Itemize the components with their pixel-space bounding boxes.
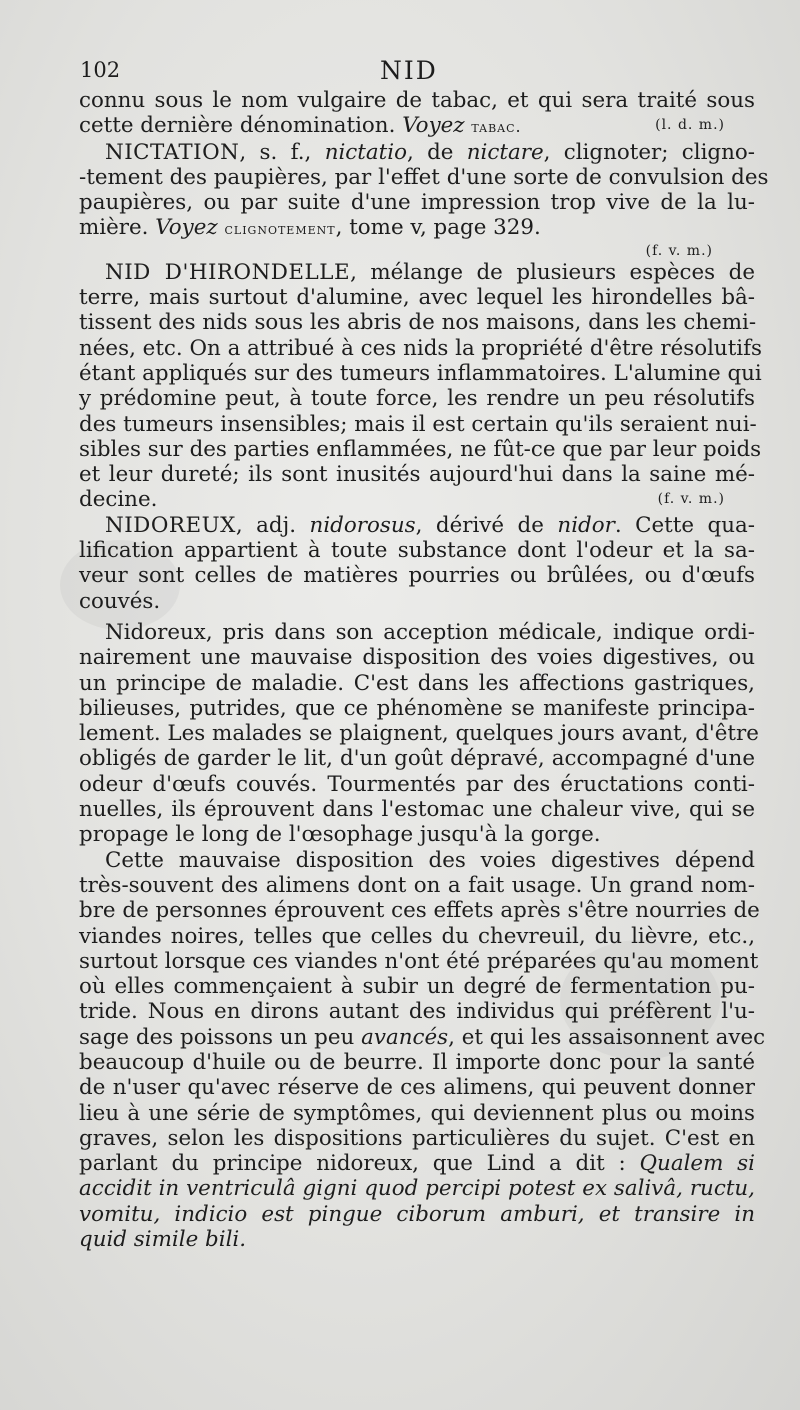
text-fragment: , clignoter; cligno- [543, 139, 755, 165]
running-head [80, 58, 755, 88]
latin-quotation: Qualem si [639, 1151, 755, 1177]
text-line [79, 1151, 755, 1176]
text-line: couvés. [79, 588, 161, 614]
text-line [79, 1024, 766, 1050]
text-fragment: , dérivé de [415, 512, 544, 538]
text-line: lieu à une série de symptômes, qui deviennent plus ou moins [79, 1100, 755, 1126]
cross-reference: Voyez [155, 215, 218, 241]
running-headword: NID [380, 56, 438, 85]
entry-headword: NIDOREUX [105, 512, 236, 538]
entry-headword: NID D'HIRONDELLE [105, 259, 351, 285]
entry-line [79, 140, 755, 165]
text-fragment: sage des poissons un peu [79, 1024, 355, 1050]
text-fragment: mière. [79, 215, 149, 241]
text-line: terre, mais surtout d'alumine, avec lequel les hirondelles bâ- [79, 285, 755, 311]
latin-quotation-line [79, 1227, 755, 1252]
text-line: tride. Nous en dirons autant des individus qui préfèrent l'u- [79, 999, 755, 1025]
page-number: 102 [80, 58, 121, 82]
cross-reference-target: clignotement [224, 219, 336, 239]
text-line: propage le long de l'œsophage jusqu'à la gorge. [79, 822, 601, 848]
text-line: un principe de maladie. C'est dans les affections gastriques, [79, 670, 755, 696]
text-line: des tumeurs insensibles; mais il est certain qu'ils seraient nui- [79, 411, 757, 437]
text-fragment: , mélange de plusieurs espèces de [350, 259, 755, 285]
latin-term: nictatio [324, 139, 407, 165]
text-line: étant appliqués sur des tumeurs inflammatoires. L'alumine qui [79, 360, 762, 386]
text-line: surtout lorsque ces viandes n'ont été préparées qu'au moment [79, 948, 759, 974]
text-fragment: , de [406, 139, 454, 165]
text-line: veur sont celles de matières pourries ou brûlées, ou d'œufs [79, 563, 755, 589]
text-fragment: decine. [79, 487, 158, 513]
latin-term: nidorosus [309, 512, 416, 538]
text-fragment: , adj. [235, 512, 297, 538]
emphasis: avancés [361, 1024, 449, 1050]
cross-reference: Voyez [402, 113, 465, 139]
text-line: y prédomine peut, à toute force, les rendre un peu résolutifs [79, 386, 755, 412]
text-line: nairement une mauvaise disposition des voies digestives, ou [79, 645, 755, 671]
latin-quotation: quid simile bili. [79, 1227, 247, 1253]
text-line: odeur d'œufs couvés. Tourmentés par des éructations conti- [79, 771, 755, 797]
text-line: très-souvent des alimens dont on a fait usage. Un grand nom- [79, 872, 755, 898]
latin-term: nidor [557, 512, 615, 538]
text-line: nées, etc. On a attribué à ces nids la propriété d'être résolutifs [79, 335, 763, 361]
entry-headword: NICTATION [105, 139, 240, 165]
text-line: lement. Les malades se plaignent, quelques jours avant, d'être [79, 721, 759, 747]
text-line: Nidoreux, pris dans son acception médicale, indique ordi- [105, 619, 755, 645]
text-line: bre de personnes éprouvent ces effets après s'être nourries de [79, 898, 760, 924]
text-line: -tement des paupières, par l'effet d'une sorte de convulsion des [79, 164, 769, 190]
latin-quotation-line [79, 1176, 755, 1201]
text-line: connu sous le nom vulgaire de tabac, et qui sera traité sous [79, 88, 755, 113]
text-fragment: , tome v, page 329. [335, 215, 541, 241]
text-line: lification appartient à toute substance dont l'odeur et la sa- [79, 538, 755, 564]
latin-quotation-line [79, 1202, 755, 1227]
text-line: bilieuses, putrides, que ce phénomène se manifeste principa- [79, 695, 755, 721]
text-line [79, 487, 755, 512]
text-line: tissent des nids sous les abris de nos maisons, dans les chemi- [79, 310, 757, 336]
body-text [79, 88, 769, 1253]
text-line: beaucoup d'huile ou de beurre. Il importe donc pour la santé [79, 1049, 755, 1075]
author-signature: (f. v. m.) [645, 242, 713, 259]
text-line: où elles commençaient à subir un degré de fermentation pu- [79, 974, 755, 1000]
text-fragment: parlant du principe nidoreux, que Lind a dit : [79, 1151, 626, 1177]
latin-term: nictare [466, 139, 544, 165]
author-signature: (f. v. m.) [657, 491, 725, 508]
text-line: obligés de garder le lit, d'un goût dépravé, accompagné d'une [79, 746, 755, 772]
cross-reference-target: tabac. [471, 117, 522, 137]
entry-line [79, 260, 755, 285]
text-line [79, 113, 755, 139]
text-fragment: , et qui les assaisonnent avec [448, 1024, 766, 1050]
text-fragment: , s. f., [239, 139, 312, 165]
text-line: nuelles, ils éprouvent dans l'estomac une chaleur vive, qui se [79, 797, 755, 823]
text-fragment: . Cette qua- [614, 512, 755, 538]
text-fragment [79, 113, 522, 139]
text-line: et leur dureté; ils sont inusités aujourd'hui dans la saine mé- [79, 462, 755, 488]
text-line: paupières, ou par suite d'une impression trop vive de la lu- [79, 190, 755, 216]
text-line: viandes noires, telles que celles du chevreuil, du lièvre, etc., [79, 923, 755, 949]
entry-line [79, 513, 755, 538]
latin-quotation: vomitu, indicio est pingue ciborum amburi, et transire in [79, 1201, 755, 1227]
author-signature: (l. d. m.) [655, 117, 725, 134]
text-line: graves, selon les dispositions particulières du sujet. C'est en [79, 1125, 755, 1151]
text-line: sibles sur des parties enflammées, ne fût-ce que par leur poids [79, 436, 762, 462]
text-fragment: cette dernière dénomination. [79, 113, 396, 139]
text-line: de n'user qu'avec réserve de ces alimens, qui peuvent donner [79, 1075, 755, 1101]
latin-quotation: accidit in ventriculâ gigni quod percipi potest ex salivâ, ructu, [79, 1176, 755, 1202]
text-line [79, 215, 755, 241]
text-line: Cette mauvaise disposition des voies digestives dépend [105, 847, 755, 873]
